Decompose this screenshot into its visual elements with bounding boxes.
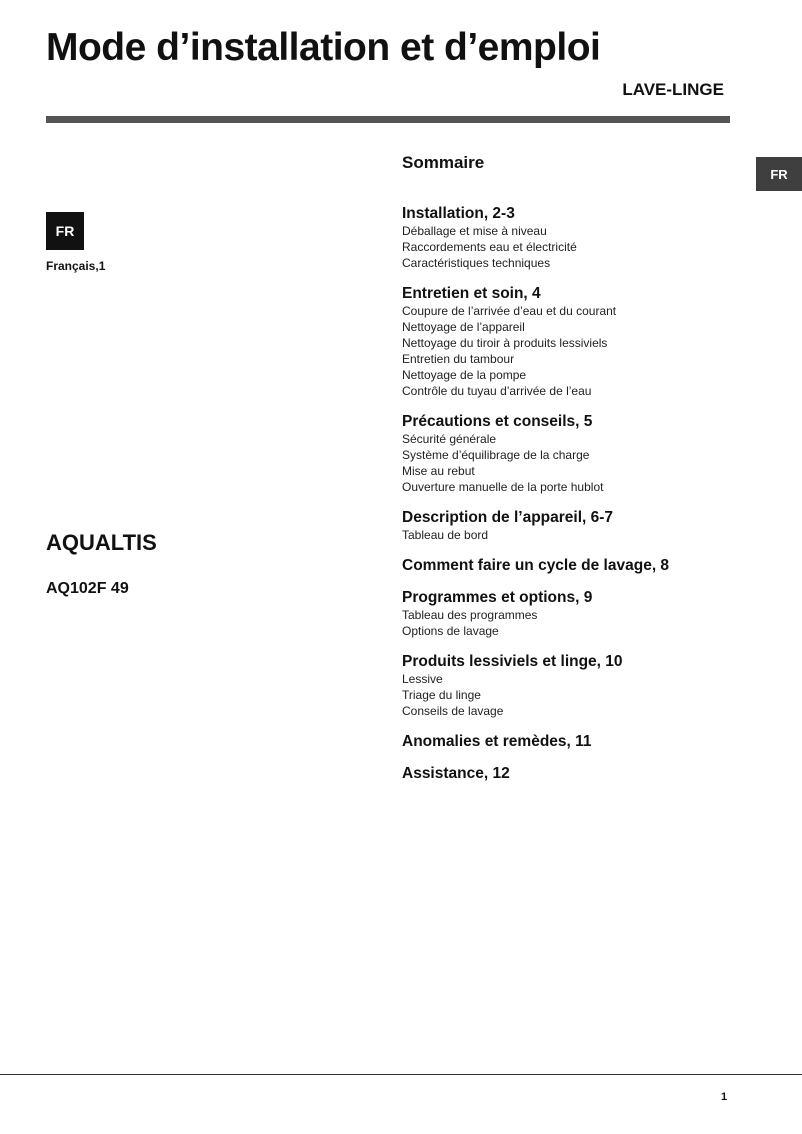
toc-item[interactable]: Options de lavage [402, 624, 499, 638]
toc-item[interactable]: Lessive [402, 672, 443, 686]
table-of-contents [402, 205, 742, 797]
toc-section-title[interactable]: Comment faire un cycle de lavage, 8 [402, 557, 670, 574]
toc-section [402, 733, 742, 751]
toc-item[interactable]: Nettoyage du tiroir à produits lessiviels [402, 336, 608, 350]
toc-item[interactable]: Raccordements eau et électricité [402, 240, 577, 254]
toc-section-title[interactable]: Description de l’appareil, 6-7 [402, 509, 614, 526]
toc-section-title[interactable]: Anomalies et remèdes, 11 [402, 733, 592, 750]
toc-item[interactable]: Coupure de l’arrivée d’eau et du courant [402, 304, 617, 318]
toc-item[interactable]: Nettoyage de la pompe [402, 368, 527, 382]
toc-section-title[interactable]: Assistance, 12 [402, 765, 510, 782]
toc-item[interactable]: Tableau des programmes [402, 608, 538, 622]
toc-section [402, 557, 742, 575]
toc-item[interactable]: Déballage et mise à niveau [402, 224, 547, 238]
toc-item[interactable]: Système d’équilibrage de la charge [402, 448, 590, 462]
toc-section-title[interactable]: Produits lessiviels et linge, 10 [402, 653, 623, 670]
document-subtitle: LAVE-LINGE [622, 80, 724, 99]
toc-item[interactable]: Contrôle du tuyau d’arrivée de l’eau [402, 384, 592, 398]
toc-section-title[interactable]: Entretien et soin, 4 [402, 285, 541, 302]
language-badge: FR [46, 212, 84, 250]
toc-section [402, 413, 742, 495]
language-tab-fr: FR [756, 157, 802, 191]
toc-section-title[interactable]: Programmes et options, 9 [402, 589, 593, 606]
toc-section [402, 589, 742, 639]
toc-section-title[interactable]: Installation, 2-3 [402, 205, 515, 222]
toc-section [402, 509, 742, 543]
toc-item[interactable]: Entretien du tambour [402, 352, 515, 366]
toc-item[interactable]: Caractéristiques techniques [402, 256, 551, 270]
language-link[interactable]: Français,1 [46, 259, 106, 273]
toc-item[interactable]: Ouverture manuelle de la porte hublot [402, 480, 604, 494]
header-divider [46, 116, 730, 123]
toc-item[interactable]: Mise au rebut [402, 464, 475, 478]
document-title: Mode d’installation et d’emploi [46, 26, 601, 69]
toc-item[interactable]: Conseils de lavage [402, 704, 504, 718]
footer-divider [0, 1074, 802, 1075]
toc-item[interactable]: Triage du linge [402, 688, 481, 702]
toc-item[interactable]: Nettoyage de l’appareil [402, 320, 525, 334]
toc-section [402, 205, 742, 271]
toc-section [402, 285, 742, 399]
toc-section [402, 765, 742, 783]
toc-item[interactable]: Tableau de bord [402, 528, 489, 542]
brand-name: AQUALTIS [46, 530, 157, 555]
toc-heading: Sommaire [402, 153, 485, 172]
toc-section-title[interactable]: Précautions et conseils, 5 [402, 413, 593, 430]
model-number: AQ102F 49 [46, 580, 129, 597]
toc-item[interactable]: Sécurité générale [402, 432, 497, 446]
page-number: 1 [721, 1091, 728, 1103]
toc-section [402, 653, 742, 719]
